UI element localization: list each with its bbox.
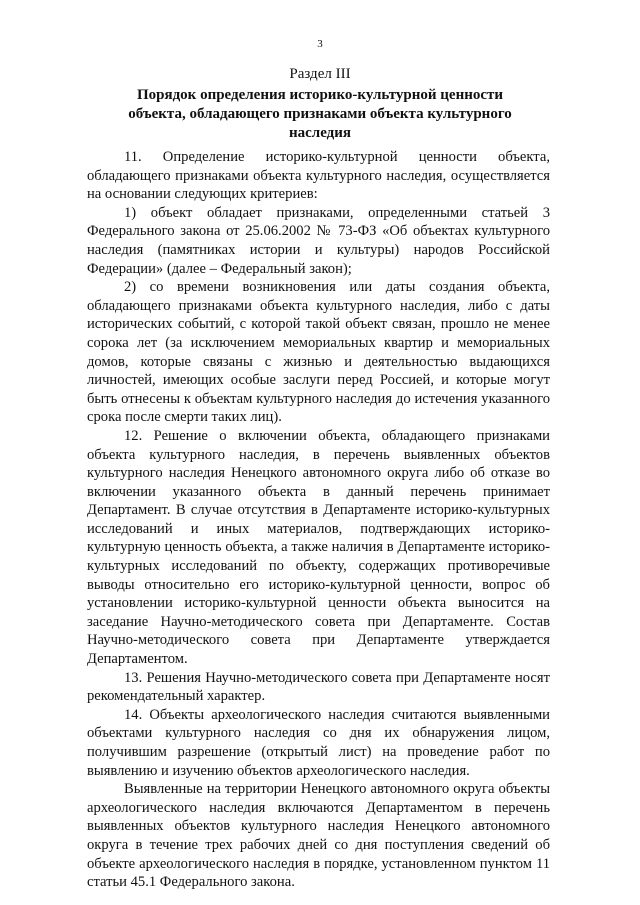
paragraph-11: 11. Определение историко-культурной ценности объекта, обладающего признаками объекта культурного наследия, осуществляется на основании следующих критериев: (87, 149, 550, 203)
paragraph-11-criterion-2: 2) со времени возникновения или даты создания объекта, обладающего признаками объекта культурного наследия, либо с даты исторических событий, с которой такой объект связан, прошло не менее сорока лет (за исключением мемориальных квартир и мемориальных домов, которые связаны с жизнью и деятельностью выдающихся личностей, имеющих особые заслуги перед Россией, и которые могут быть отнесены к объектам культурного наследия до истечения указанного срока после смерти таких лиц). (87, 279, 550, 426)
paragraph-13: 13. Решения Научно-методического совета при Департаменте носят рекомендательный характер. (87, 669, 550, 705)
paragraph-11-criterion-1: 1) объект обладает признаками, определенными статьей 3 Федерального закона от 25.06.2002 № 73-ФЗ «Об объектах культурного наследия (памятниках истории и культуры) народов Российской Федерации» (далее – Федеральный закон); (87, 204, 550, 277)
paragraph-14-continuation: Выявленные на территории Ненецкого автономного округа объекты археологического наследия включаются Департаментом в перечень выявленных объектов культурного наследия Ненецкого автономного округа в течение трех рабочих дней со дня поступления сведений об объекте археологического наследия в порядке, установленном пунктом 11 статьи 45.1 Федерального закона. (87, 781, 550, 891)
page-number: 3 (317, 38, 323, 50)
section-label: Раздел III (289, 66, 351, 82)
section-title: Порядок определения историко-культурной ценности объекта, обладающего признаками объекта культурного наследия (128, 87, 512, 141)
body-text (87, 148, 550, 892)
paragraph-14: 14. Объекты археологического наследия считаются выявленными объектами культурного наследия со дня их обнаружения лицом, получившим разрешение (открытый лист) на проведение работ по выявлению и изучению объектов археологического наследия. (87, 706, 550, 779)
paragraph-12: 12. Решение о включении объекта, обладающего признаками объекта культурного наследия, в перечень выявленных объектов культурного наследия Ненецкого автономного округа либо об отказе во включении указанного объекта в данный перечень принимает Департамент. В случае отсутствия в Департаменте историко-культурных исследований и иных материалов, подтверждающих историко-культурную ценность объекта, а также наличия в Департаменте историко-культурных исследований по объекту, содержащих противоречивые выводы относительно его историко-культурной ценности, вопрос об установлении историко-культурной ценности объекта выносится на заседание Научно-методического совета при Департаменте. Состав Научно-методического совета при Департаменте утверждается Департаментом. (87, 427, 550, 668)
